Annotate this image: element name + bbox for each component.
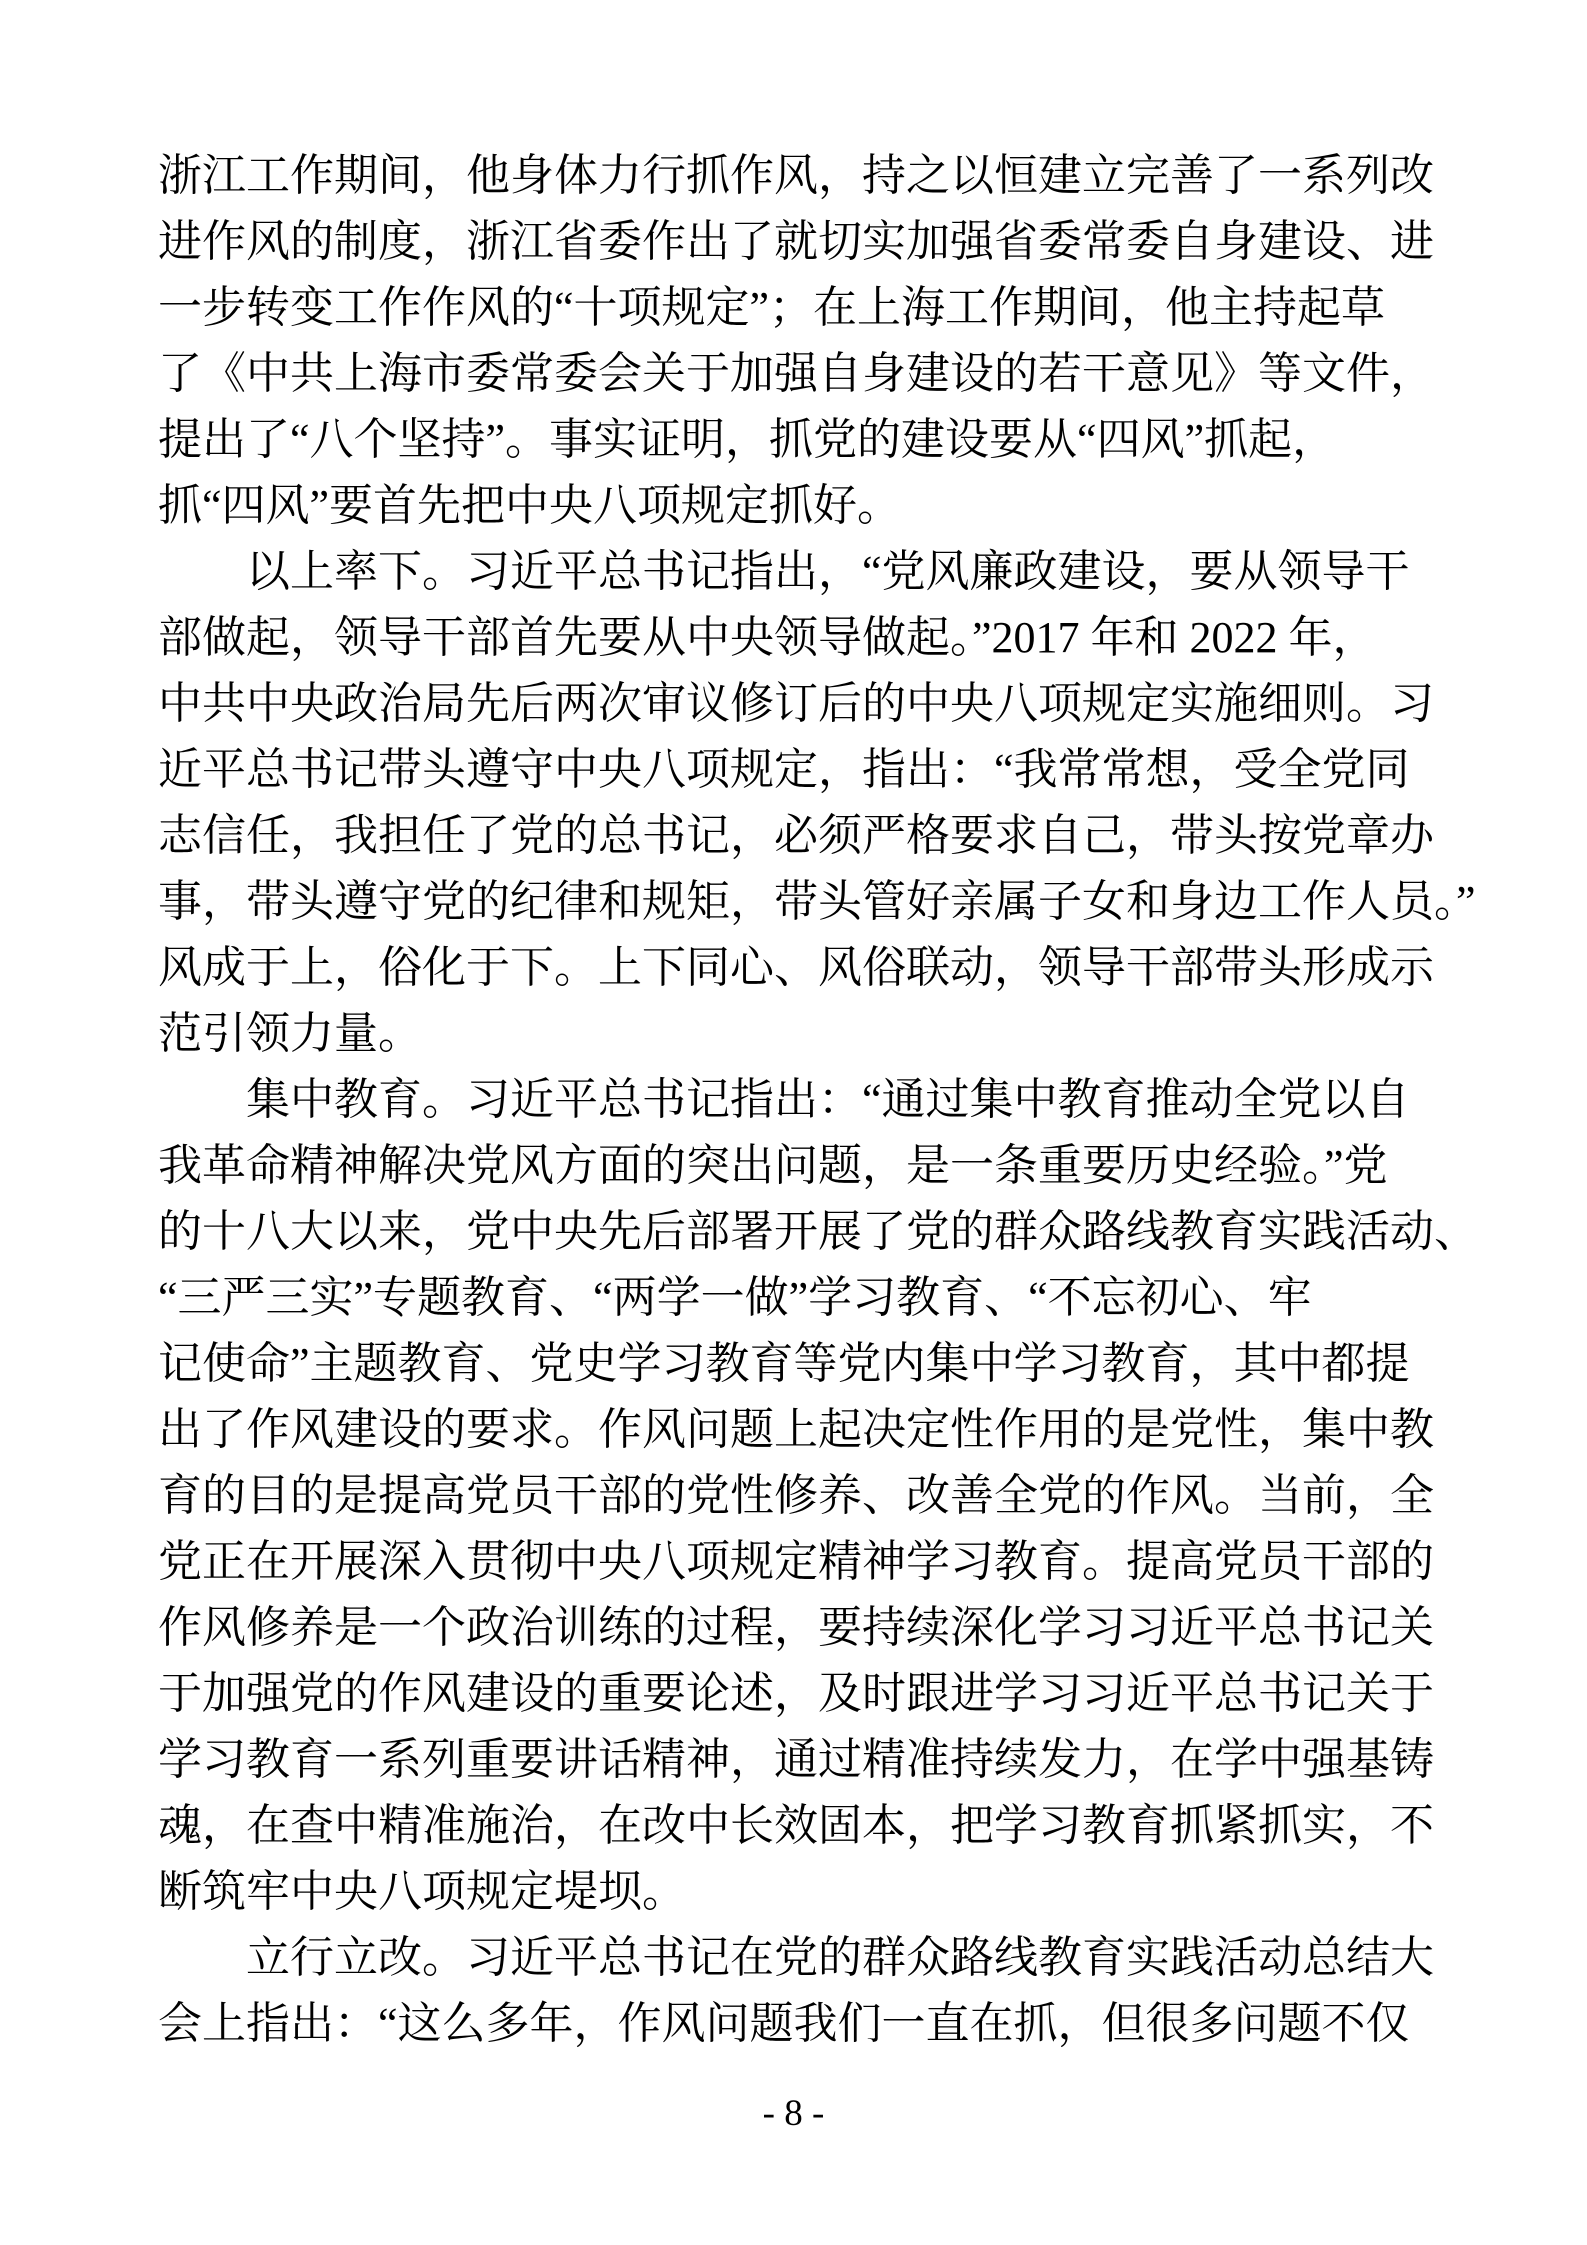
text-line: 志信任，我担任了党的总书记，必须严格要求自己，带头按党章办 <box>158 811 1434 860</box>
text-line: 育的目的是提高党员干部的党性修养、改善全党的作风。当前，全 <box>158 1471 1434 1520</box>
text-line: 我革命精神解决党风方面的突出问题，是一条重要历史经验。”党 <box>158 1141 1388 1190</box>
text-line: 会上指出：“这么多年，作风问题我们一直在抓，但很多问题不仅 <box>158 1999 1410 2048</box>
document-body <box>158 143 1478 2057</box>
text-line: 事，带头遵守党的纪律和规矩，带头管好亲属子女和身边工作人员。” <box>158 877 1476 926</box>
text-line: 断筑牢中央八项规定堤坝。 <box>158 1867 686 1916</box>
text-line: 中共中央政治局先后两次审议修订后的中央八项规定实施细则。习 <box>158 679 1434 728</box>
text-line-paragraph-start: 立行立改。习近平总书记在党的群众路线教育实践活动总结大 <box>246 1933 1434 1982</box>
text-line: 抓“四风”要首先把中央八项规定抓好。 <box>158 481 902 530</box>
text-line: 魂，在查中精准施治，在改中长效固本，把学习教育抓紧抓实，不 <box>158 1801 1434 1850</box>
text-line: 范引领力量。 <box>158 1009 422 1058</box>
text-line: 部做起，领导干部首先要从中央领导做起。”2017 年和 2022 年， <box>158 613 1377 662</box>
text-line: 了《中共上海市委常委会关于加强自身建设的若干意见》等文件， <box>158 349 1434 398</box>
text-line-paragraph-start: 以上率下。习近平总书记指出，“党风廉政建设，要从领导干 <box>246 547 1410 596</box>
text-line: 的十八大以来，党中央先后部署开展了党的群众路线教育实践活动、 <box>158 1207 1478 1256</box>
text-line: 风成于上，俗化于下。上下同心、风俗联动，领导干部带头形成示 <box>158 943 1434 992</box>
text-line: 学习教育一系列重要讲话精神，通过精准持续发力，在学中强基铸 <box>158 1735 1434 1784</box>
text-line: 于加强党的作风建设的重要论述，及时跟进学习习近平总书记关于 <box>158 1669 1434 1718</box>
text-line-paragraph-start: 集中教育。习近平总书记指出：“通过集中教育推动全党以自 <box>246 1075 1410 1124</box>
text-line: 进作风的制度，浙江省委作出了就切实加强省委常委自身建设、进 <box>158 217 1434 266</box>
text-line: 提出了“八个坚持”。事实证明，抓党的建设要从“四风”抓起， <box>158 415 1337 464</box>
text-line: “三严三实”专题教育、“两学一做”学习教育、“不忘初心、牢 <box>158 1273 1312 1322</box>
text-line: 近平总书记带头遵守中央八项规定，指出：“我常常想，受全党同 <box>158 745 1410 794</box>
page-number: - 8 - <box>762 2093 825 2134</box>
text-line: 作风修养是一个政治训练的过程，要持续深化学习习近平总书记关 <box>158 1603 1434 1652</box>
text-line: 一步转变工作作风的“十项规定”；在上海工作期间，他主持起草 <box>158 283 1386 332</box>
text-line: 浙江工作期间，他身体力行抓作风，持之以恒建立完善了一系列改 <box>158 151 1434 200</box>
text-line: 党正在开展深入贯彻中央八项规定精神学习教育。提高党员干部的 <box>158 1537 1434 1586</box>
text-line: 出了作风建设的要求。作风问题上起决定性作用的是党性，集中教 <box>158 1405 1434 1454</box>
text-line: 记使命”主题教育、党史学习教育等党内集中学习教育，其中都提 <box>158 1339 1410 1388</box>
